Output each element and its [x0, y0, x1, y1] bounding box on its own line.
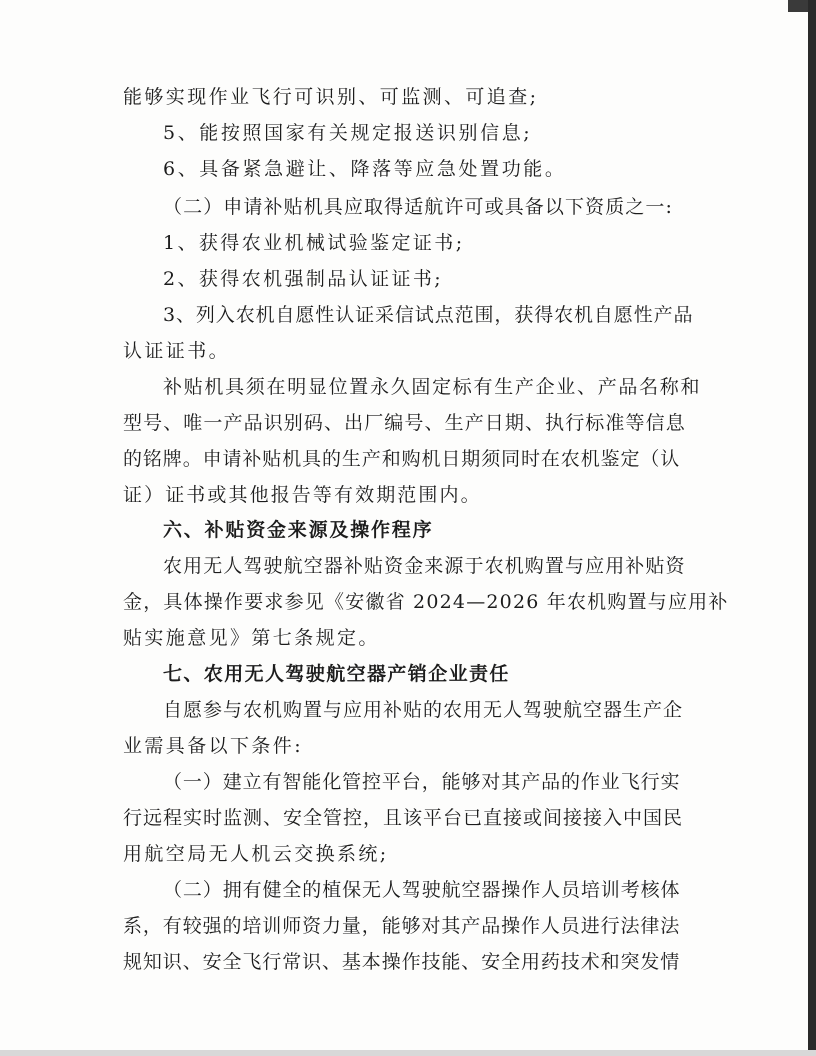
- paragraph-line: 证）证书或其他报告等有效期范围内。: [123, 484, 482, 506]
- paragraph-line: 补贴机具须在明显位置永久固定标有生产企业、产品名称和: [163, 376, 702, 398]
- section-heading-funding: 六、补贴资金来源及操作程序: [163, 519, 434, 541]
- paragraph-line: 自愿参与农机购置与应用补贴的农用无人驾驶航空器生产企: [163, 699, 684, 721]
- section-heading-enterprise: 七、农用无人驾驶航空器产销企业责任: [163, 663, 510, 685]
- list-item: 2、获得农机强制品认证证书;: [163, 268, 444, 290]
- paragraph-line: 金，具体操作要求参见《安徽省 2024—2026 年农机购置与应用补: [123, 591, 729, 613]
- paragraph-line: 型号、唯一产品识别码、出厂编号、生产日期、执行标准等信息: [123, 412, 686, 434]
- list-item: （二）拥有健全的植保无人驾驶航空器操作人员培训考核体: [163, 879, 681, 901]
- list-item: 6、具备紧急避让、降落等应急处置功能。: [163, 158, 567, 180]
- text-line: 认证证书。: [123, 340, 231, 362]
- paragraph-line: 农用无人驾驶航空器补贴资金来源于农机购置与应用补贴资: [163, 555, 686, 577]
- paragraph-line: 贴实施意见》第七条规定。: [123, 627, 380, 649]
- paragraph-line: 用航空局无人机云交换系统;: [123, 843, 389, 865]
- subsection-heading: （二）申请补贴机具应取得适航许可或具备以下资质之一:: [163, 196, 674, 218]
- list-item: （一）建立有智能化管控平台，能够对其产品的作业飞行实: [163, 771, 681, 793]
- paragraph-line: 的铭牌。申请补贴机具的生产和购机日期须同时在农机鉴定（认: [123, 448, 681, 470]
- list-item: 5、能按照国家有关规定报送识别信息;: [163, 122, 533, 144]
- paragraph-line: 业需具备以下条件:: [123, 735, 304, 757]
- paragraph-line: 系，有较强的培训师资力量，能够对其产品操作人员进行法律法: [123, 915, 681, 937]
- list-item: 3、列入农机自愿性认证采信试点范围，获得农机自愿性产品: [163, 304, 694, 326]
- paragraph-line: 规知识、安全飞行常识、基本操作技能、安全用药技术和突发情: [123, 951, 681, 973]
- text-line: 能够实现作业飞行可识别、可监测、可追查;: [123, 86, 539, 108]
- paragraph-line: 行远程实时监测、安全管控，且该平台已直接或间接接入中国民: [123, 807, 684, 829]
- list-item: 1、获得农业机械试验鉴定证书;: [163, 232, 465, 254]
